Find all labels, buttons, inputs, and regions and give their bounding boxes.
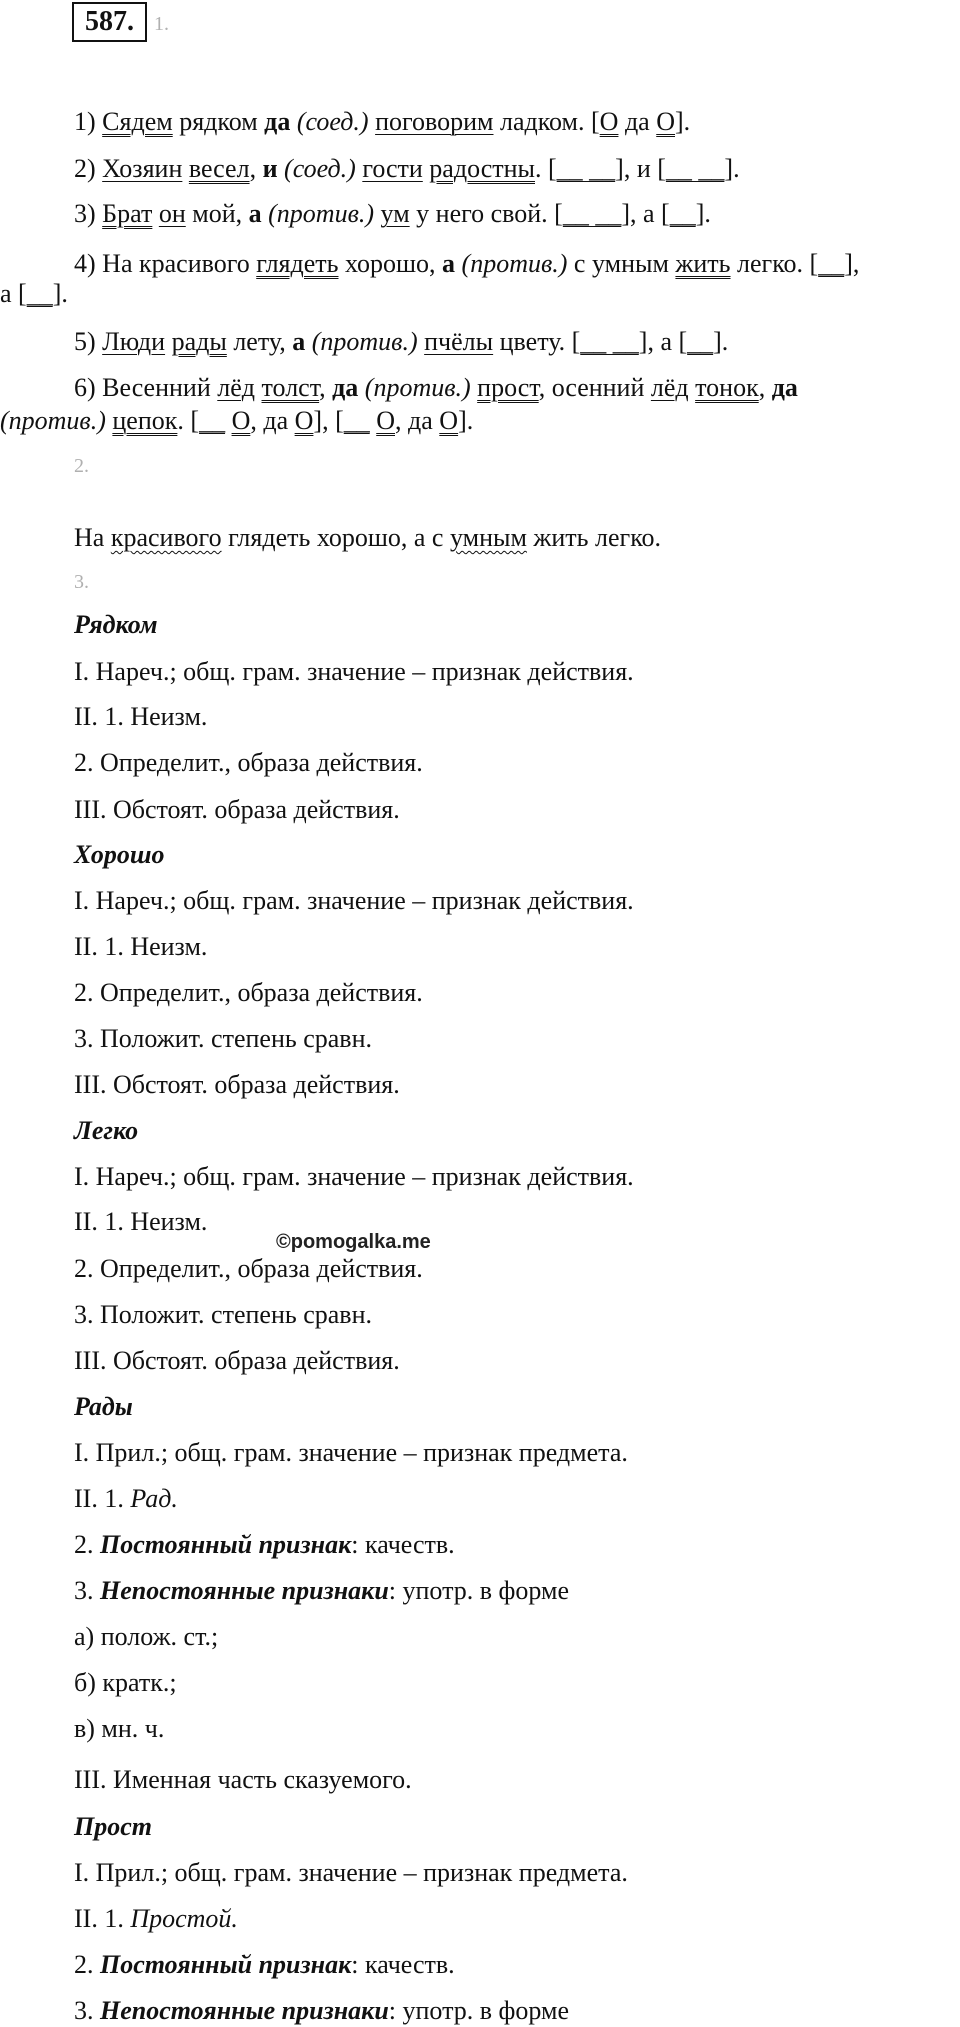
analysis-line: II. 1. Неизм. bbox=[74, 1207, 208, 1236]
sentence-5: 5) Люди рады лету, а (против.) пчёлы цвету. [__ __], а [__]. bbox=[74, 327, 729, 356]
analysis-line: I. Нареч.; общ. грам. значение – признак действия. bbox=[74, 657, 634, 686]
section-label-2: 2. bbox=[74, 455, 89, 477]
analysis-heading-prost: Прост bbox=[74, 1812, 152, 1841]
analysis-line: II. 1. Неизм. bbox=[74, 702, 208, 731]
analysis-line: б) кратк.; bbox=[74, 1668, 177, 1697]
analysis-line: III. Обстоят. образа действия. bbox=[74, 1346, 400, 1375]
analysis-heading-khorosho: Хорошо bbox=[74, 840, 165, 869]
analysis-line: II. 1. Неизм. bbox=[74, 932, 208, 961]
analysis-line: II. 1. Простой. bbox=[74, 1904, 238, 1933]
sentence-1: 1) Сядем рядком да (соед.) поговорим ладком. [О да О]. bbox=[74, 107, 691, 136]
analysis-line: а) полож. ст.; bbox=[74, 1622, 219, 1651]
sentence-6: 6) Весенний лёд толст, да (против.) прост, осенний лёд тонок, да bbox=[74, 373, 798, 402]
analysis-heading-ryadkom: Рядком bbox=[74, 610, 158, 639]
analysis-line: 3. Непостоянные признаки: употр. в форме bbox=[74, 1576, 569, 1605]
analysis-line: 3. Положит. степень сравн. bbox=[74, 1300, 372, 1329]
sentence-3: 3) Брат он мой, а (против.) ум у него свой. [__ __], а [__]. bbox=[74, 199, 711, 228]
section-2-sentence: На красивого глядеть хорошо, а с умным жить легко. bbox=[74, 523, 662, 552]
analysis-heading-legko: Легко bbox=[74, 1116, 139, 1145]
analysis-heading-rady: Рады bbox=[74, 1392, 133, 1421]
analysis-line: 2. Постоянный признак: качеств. bbox=[74, 1530, 455, 1559]
analysis-line: 2. Постоянный признак: качеств. bbox=[74, 1950, 455, 1979]
analysis-line: 2. Определит., образа действия. bbox=[74, 978, 423, 1007]
section-label-1: 1. bbox=[154, 13, 169, 35]
watermark: ©pomogalka.me bbox=[276, 1231, 431, 1253]
analysis-line: III. Обстоят. образа действия. bbox=[74, 795, 400, 824]
analysis-line: III. Обстоят. образа действия. bbox=[74, 1070, 400, 1099]
analysis-line: в) мн. ч. bbox=[74, 1714, 165, 1743]
sentence-4: 4) На красивого глядеть хорошо, а (против.) с умным жить легко. [__], bbox=[74, 249, 860, 278]
analysis-line: I. Нареч.; общ. грам. значение – признак действия. bbox=[74, 1162, 634, 1191]
sentence-6-continuation: (против.) цепок. [__ О, да О], [__ О, да О]. bbox=[0, 406, 474, 435]
analysis-line: I. Нареч.; общ. грам. значение – признак действия. bbox=[74, 886, 634, 915]
sentence-2: 2) Хозяин весел, и (соед.) гости радостны. [__ __], и [__ __]. bbox=[74, 154, 740, 183]
section-label-3: 3. bbox=[74, 571, 89, 593]
analysis-line: 3. Положит. степень сравн. bbox=[74, 1024, 372, 1053]
sentence-4-continuation: а [__]. bbox=[0, 279, 68, 308]
analysis-line: I. Прил.; общ. грам. значение – признак предмета. bbox=[74, 1858, 628, 1887]
analysis-line: 3. Непостоянные признаки: употр. в форме bbox=[74, 1996, 569, 2025]
task-number: 587. bbox=[72, 2, 147, 42]
analysis-line: 2. Определит., образа действия. bbox=[74, 748, 423, 777]
analysis-line: 2. Определит., образа действия. bbox=[74, 1254, 423, 1283]
analysis-line: III. Именная часть сказуемого. bbox=[74, 1765, 412, 1794]
analysis-line: I. Прил.; общ. грам. значение – признак предмета. bbox=[74, 1438, 628, 1467]
analysis-line: II. 1. Рад. bbox=[74, 1484, 178, 1513]
